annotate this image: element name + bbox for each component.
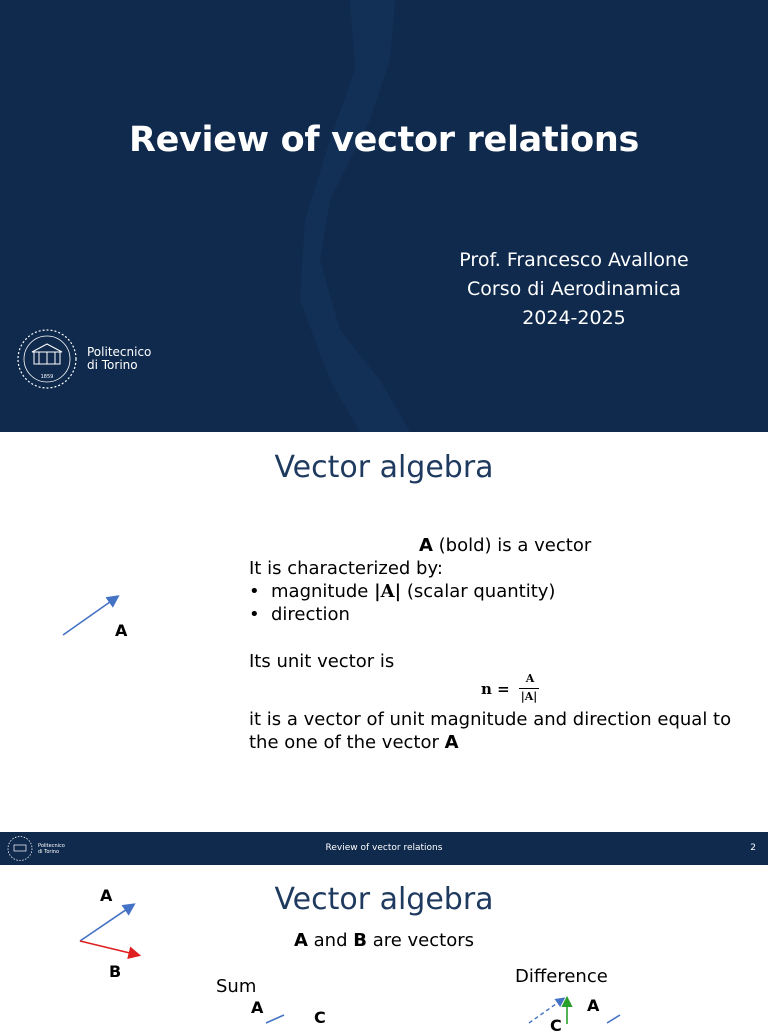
sum-label-c: C xyxy=(314,1008,326,1027)
bullet-dot: • xyxy=(249,604,260,625)
presentation-title: Review of vector relations xyxy=(128,120,640,160)
unit-vector-explanation: it is a vector of unit magnitude and direction equal to xyxy=(249,709,732,730)
title-slide xyxy=(0,0,768,432)
formula-denominator: |A| xyxy=(520,690,538,703)
label-a: A xyxy=(100,886,113,905)
characterized-by: It is characterized by: xyxy=(249,558,443,579)
bold-a: A xyxy=(293,930,308,951)
unit-vector-explanation-2 xyxy=(249,732,459,753)
magnitude-text: magnitude xyxy=(271,581,375,602)
difference-label-c: C xyxy=(550,1016,562,1035)
vector-definition xyxy=(419,535,591,556)
footer-logo-line-2: di Torino xyxy=(38,849,60,855)
vector-algebra-slide-2 xyxy=(0,865,768,1035)
difference-label: Difference xyxy=(515,966,608,987)
label-b: B xyxy=(109,962,122,981)
magnitude-math: |A| xyxy=(374,581,402,602)
slide-footer xyxy=(0,832,768,865)
politecnico-logo-icon xyxy=(14,328,80,390)
sum-label-a: A xyxy=(251,998,264,1017)
bold-b: B xyxy=(353,930,367,951)
footer-logo-line-1: Politecnico xyxy=(38,843,65,849)
footer-title: Review of vector relations xyxy=(325,843,443,853)
definition-text: (bold) is a vector xyxy=(432,535,592,556)
logo-line-1: Politecnico xyxy=(87,345,152,359)
sum-arrow-icon xyxy=(262,1011,292,1024)
author-name: Prof. Francesco Avallone xyxy=(459,249,689,271)
difference-arrows-icon xyxy=(525,993,625,1024)
bold-a: A xyxy=(419,535,433,556)
fraction-bar xyxy=(519,688,539,689)
subtitle-rest: are vectors xyxy=(366,930,474,951)
vectors-a-b-diagram-icon xyxy=(70,895,150,965)
slide-title: Vector algebra xyxy=(274,450,494,485)
formula-numerator: A xyxy=(525,672,535,685)
bullet-magnitude xyxy=(271,581,555,602)
difference-label-a: A xyxy=(587,996,600,1015)
unit-vector-text: Its unit vector is xyxy=(249,651,395,672)
bullet-direction: direction xyxy=(271,604,350,625)
logo-wordmark xyxy=(87,346,151,372)
scalar-text: (scalar quantity) xyxy=(401,581,556,602)
academic-year: 2024-2025 xyxy=(522,307,626,329)
slide-title: Vector algebra xyxy=(274,882,494,917)
course-name: Corso di Aerodinamica xyxy=(467,278,681,300)
formula-lhs: n = xyxy=(481,680,510,698)
explanation-text: the one of the vector xyxy=(249,732,445,753)
logo-line-2: di Torino xyxy=(87,358,138,372)
page-number: 2 xyxy=(750,843,756,853)
bullet-dot: • xyxy=(249,581,260,602)
subtitle-and: and xyxy=(307,930,354,951)
sum-label: Sum xyxy=(216,976,257,997)
logo-year: 1859 xyxy=(40,374,54,380)
bold-a: A xyxy=(444,732,459,753)
vector-label: A xyxy=(115,621,128,640)
vector-algebra-slide xyxy=(0,432,768,832)
